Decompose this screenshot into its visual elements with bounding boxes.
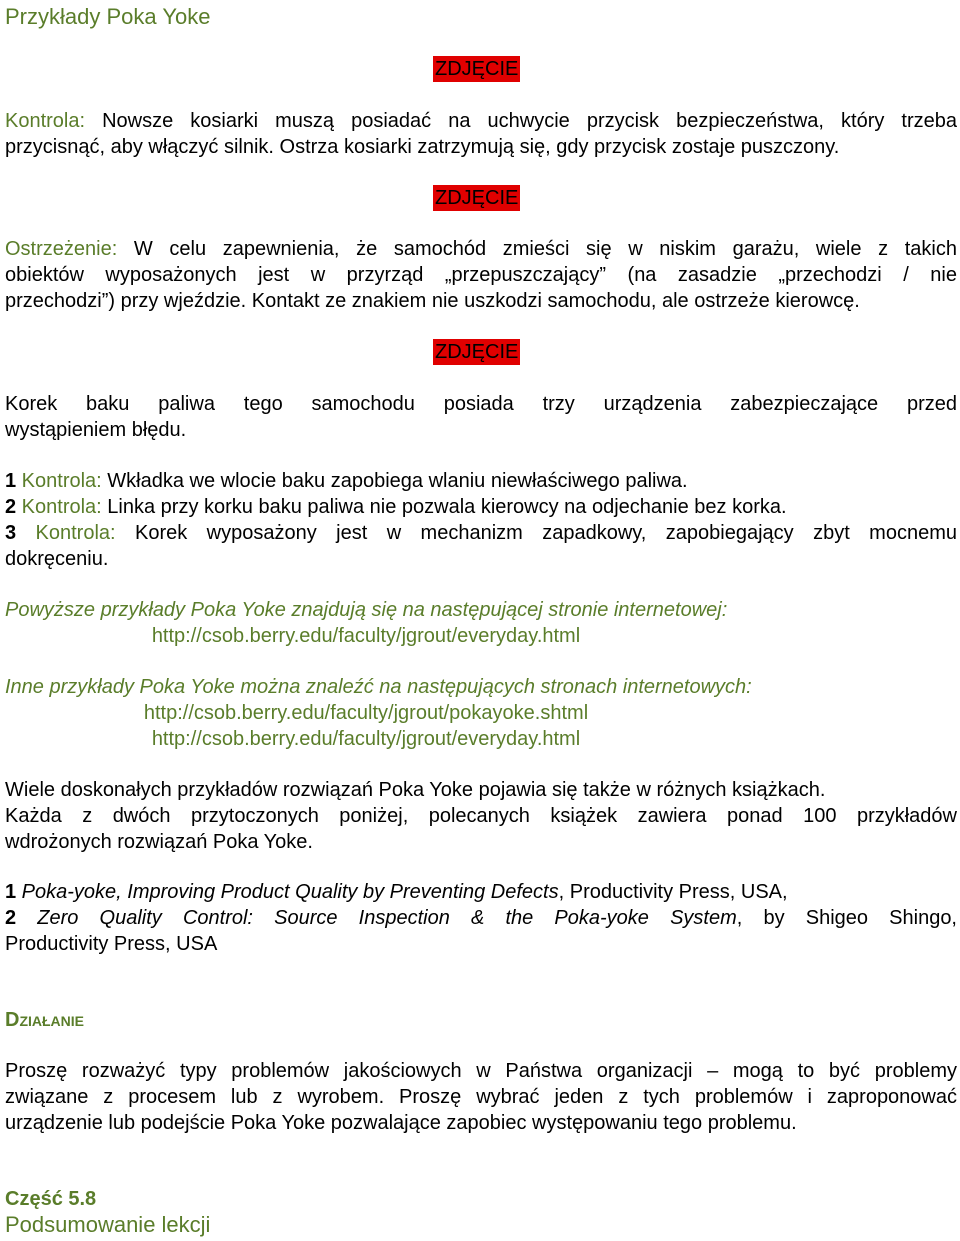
example3-intro-line1: Korek baku paliwa tego samochodu posiada trzy urządzenia zabezpieczające przed <box>5 393 957 415</box>
books-intro-line1: Wiele doskonałych przykładów rozwiązań Poka Yoke pojawia się także w różnych książkach. <box>5 779 826 801</box>
links2-heading: Inne przykłady Poka Yoke można znaleźć na następujących stronach internetowych: <box>5 676 752 698</box>
links1-heading: Powyższe przykłady Poka Yoke znajdują się na następującej stronie internetowej: <box>5 599 728 621</box>
control-item-3-cont: dokręceniu. <box>5 548 109 570</box>
part-number: Część 5.8 <box>5 1188 97 1210</box>
action-line2: związane z procesem lub z wyrobem. Proszę wybrać jeden z tych problemów i zaproponować <box>5 1086 957 1108</box>
book-2-title: Zero Quality Control: Source Inspection & the Poka-yoke System <box>16 907 737 929</box>
links2-url1-row <box>5 700 957 726</box>
links1-url-row <box>5 623 957 649</box>
example3-intro-line2: wystąpieniem błędu. <box>5 419 187 441</box>
control-item-2: 2 Kontrola: Linka przy korku baku paliwa nie pozwala kierowcy na odjechanie bez korka. <box>5 496 787 518</box>
photo-placeholder-3: ZDJĘCIE <box>435 341 519 363</box>
example1-line2: przycisnąć, aby włączyć silnik. Ostrza kosiarki zatrzymują się, gdy przycisk zostaje puszczony. <box>5 136 840 158</box>
photo-placeholder-1: ZDJĘCIE <box>435 58 519 80</box>
book-2-cont: Productivity Press, USA <box>5 933 218 955</box>
link-everyday-1[interactable]: http://csob.berry.edu/faculty/jgrout/everyday.html <box>151 625 581 647</box>
link-everyday-2[interactable]: http://csob.berry.edu/faculty/jgrout/everyday.html <box>151 728 581 750</box>
links2-url2-row <box>5 726 957 752</box>
example2-line1: Ostrzeżenie: W celu zapewnienia, że samochód zmieści się w niskim garażu, wiele z takich <box>5 238 957 260</box>
example2-line2: obiektów wyposażonych jest w przyrząd „przepuszczający” (na zasadzie „przechodzi / nie <box>5 264 957 286</box>
photo-placeholder-2: ZDJĘCIE <box>435 187 519 209</box>
example2-line3: przechodzi”) przy wjeździe. Kontakt ze znakiem nie uszkodzi samochodu, ale ostrzeże kierowcę. <box>5 290 860 312</box>
books-intro-line2: Każda z dwóch przytoczonych poniżej, polecanych książek zawiera ponad 100 przykładów <box>5 805 957 827</box>
book-1: 1 Poka-yoke, Improving Product Quality by Preventing Defects, Productivity Press, USA, <box>5 881 788 903</box>
link-pokayoke[interactable]: http://csob.berry.edu/faculty/jgrout/pokayoke.shtml <box>143 702 589 724</box>
book-2: 2 Zero Quality Control: Source Inspection & the Poka-yoke System, by Shigeo Shingo, <box>5 907 957 929</box>
part-subtitle: Podsumowanie lekcji <box>5 1212 211 1237</box>
control-item-3: 3 Kontrola: Korek wyposażony jest w mechanizm zapadkowy, zapobiegający zbyt mocnemu <box>5 522 957 544</box>
action-line1: Proszę rozważyć typy problemów jakościowych w Państwa organizacji – mogą to być problemy <box>5 1060 957 1082</box>
books-intro-line3: wdrożonych rozwiązań Poka Yoke. <box>5 831 313 853</box>
book-1-title: Poka-yoke, Improving Product Quality by Preventing Defects <box>16 881 559 903</box>
example1-label: Kontrola: <box>5 110 86 132</box>
action-heading: Działanie <box>5 1009 84 1031</box>
control-item-1: 1 Kontrola: Wkładka we wlocie baku zapobiega wlaniu niewłaściwego paliwa. <box>5 470 688 492</box>
example1-line1: Kontrola: Nowsze kosiarki muszą posiadać na uchwycie przycisk bezpieczeństwa, który trzeba <box>5 110 957 132</box>
example2-label: Ostrzeżenie: <box>5 238 118 260</box>
page-title: Przykłady Poka Yoke <box>5 4 211 29</box>
action-line3: urządzenie lub podejście Poka Yoke pozwalające zapobiec występowaniu tego problemu. <box>5 1112 797 1134</box>
